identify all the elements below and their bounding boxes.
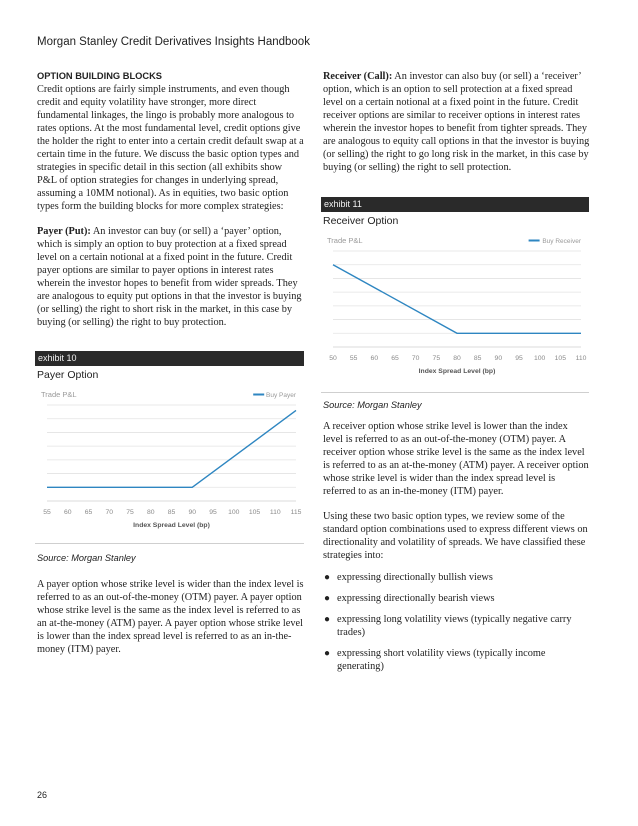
x-tick-label: 80 [146,509,155,516]
exhibit-source: Source: Morgan Stanley [323,400,422,410]
x-tick-label: 105 [554,355,567,362]
x-axis-label: Index Spread Level (bp) [133,522,210,529]
x-tick-label: 75 [432,355,441,362]
receiver-option-chart [321,229,589,392]
right-column-lower [323,420,590,681]
section-heading: OPTION BUILDING BLOCKS [37,71,162,81]
receiver-term: Receiver (Call): [323,71,393,82]
chart-container [321,229,589,393]
x-tick-label: 105 [248,509,261,516]
receiver-description: An investor can also buy (or sell) a ‘receiver’ option, which is an option to sell protection at a fixed spread level on a certain notional at a fixed point in the future. Credit receiver options are similar to receiver options in interest rates wherein the investor hopes to benefit from tighter spreads. They are analogous to equity call options in that the investor is buying (or selling) the right to go long risk in the market, in this case by buying (or selling) the right to sell protection. [323,71,590,173]
strategy-text: expressing directionally bullish views [337,572,493,583]
strategy-list [323,571,590,673]
strategy-text: expressing directionally bearish views [337,593,495,604]
x-tick-label: 65 [84,509,93,516]
chart-container [35,383,304,544]
strategy-item [323,647,590,673]
x-tick-label: 95 [209,509,217,516]
strategies-intro-paragraph: Using these two basic option types, we review some of the standard option combinations used to express different views on directionality and volatility of spreads. We have classified these strategies into: [323,511,588,561]
bullet-icon: ● [324,572,331,583]
x-tick-label: 90 [188,509,197,516]
x-tick-label: 60 [370,355,379,362]
payer-moneyness-paragraph: A payer option whose strike level is wider than the index level is referred to as an out-of-the-money (OTM) payer. A payer option whose strike level is the same as the index level is referred to as an at-the-money (ATM) payer. A payer option whose strike level is lower than the index spread level is referred to as an in-the-money (ITM) payer. [37,579,304,655]
legend-label: Buy Payer [266,392,296,399]
x-tick-label: 100 [533,355,546,362]
right-column [323,70,590,174]
page-number: 26 [37,790,48,800]
x-tick-label: 55 [349,355,358,362]
x-tick-label: 85 [167,509,176,516]
bullet-icon: ● [324,614,331,625]
x-tick-label: 70 [411,355,420,362]
series-line [47,410,296,487]
x-axis-label: Index Spread Level (bp) [418,368,496,375]
x-tick-label: 65 [391,355,399,362]
x-tick-label: 80 [453,355,461,362]
y-axis-label: Trade P&L [327,236,363,245]
exhibit-receiver-option [321,197,589,393]
x-tick-label: 115 [290,509,302,516]
x-tick-label: 110 [269,509,281,516]
exhibit-title: Receiver Option [323,215,399,227]
strategy-text: expressing short volatility views (typically income generating) [337,648,546,672]
exhibit-title: Payer Option [37,369,99,381]
payer-option-chart [35,383,304,543]
x-tick-label: 50 [329,355,337,362]
y-axis-label: Trade P&L [41,390,77,399]
intro-paragraph: Credit options are fairly simple instruments, and even though credit and equity volatility have stronger, more direct fundamental linkages, the lingo is probably more analogous to rates options. At the most fundamental level, credit options give the holder the right to enter into a certain credit default swap at a certain time in the future. We discuss the basic option types and strategies in specific detail in this section (all exhibits show P&L of option strategies for changes in underlying spread, assuming a 10MM notional). As in equities, two basic option types form the building blocks for more complex strategies: [37,84,304,212]
strategy-text: expressing long volatility views (typically negative carry trades) [337,614,572,638]
x-tick-label: 85 [473,355,482,362]
strategy-item [323,571,590,584]
exhibit-number: exhibit 10 [35,351,304,366]
running-header: Morgan Stanley Credit Derivatives Insights Handbook [37,36,310,48]
x-tick-label: 90 [494,355,503,362]
left-column [37,70,304,329]
strategy-item [323,613,590,639]
exhibit-payer-option [35,351,304,544]
x-tick-label: 55 [43,509,51,516]
x-tick-label: 100 [228,509,240,516]
strategy-item [323,592,590,605]
receiver-moneyness-paragraph: A receiver option whose strike level is lower than the index level is referred to as an out-of-the-money (OTM) payer. A receiver option whose strike level is the same as the index level is referred to as an at-the-money (ATM) payer. A receiver option whose strike level is wider than the index spread level is referred to as an in-the-money (ITM) payer. [323,421,589,497]
exhibit-number: exhibit 11 [321,197,589,212]
left-column-lower [37,578,304,656]
series-line [333,265,581,334]
exhibit-source: Source: Morgan Stanley [37,553,136,563]
legend-label: Buy Receiver [542,238,581,245]
payer-paragraph [37,225,304,329]
bullet-icon: ● [324,593,331,604]
payer-description: An investor can buy (or sell) a ‘payer’ option, which is simply an option to buy protection at a fixed spread level on a certain notional at a fixed point in the future. Credit payer options are similar to payer options in interest rates wherein the investor hopes to benefit from wider spreads. They are analogous to equity put options in that the investor is buying (or selling) the right to short risk in the market, in this case by buying (or selling) the right to buy protection. [37,226,302,328]
bullet-icon: ● [324,648,331,659]
payer-term: Payer (Put): [37,226,91,237]
x-tick-label: 70 [105,509,114,516]
x-tick-label: 75 [126,509,134,516]
receiver-paragraph [323,70,590,174]
x-tick-label: 110 [575,355,587,362]
x-tick-label: 60 [63,509,72,516]
x-tick-label: 95 [515,355,523,362]
